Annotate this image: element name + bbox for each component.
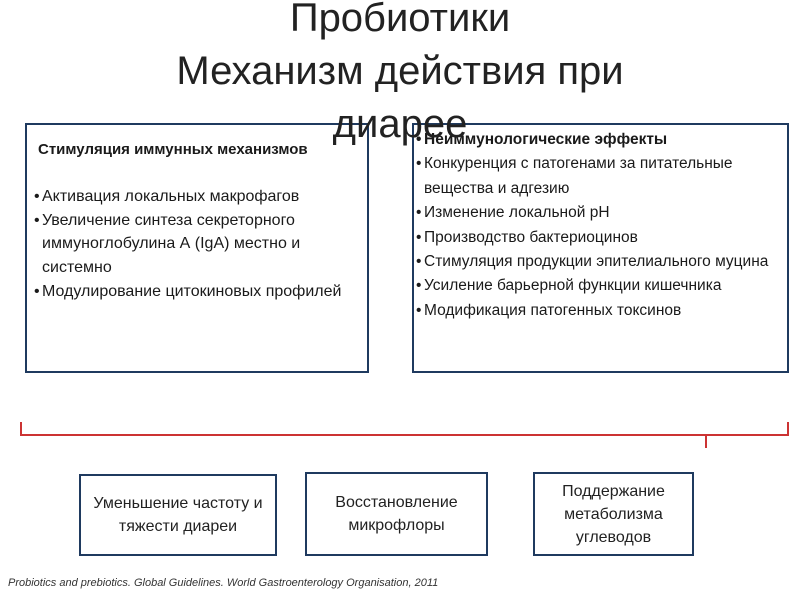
list-item: • Изменение локальной pH — [416, 201, 781, 225]
bracket-left-tick — [20, 422, 22, 436]
non-immunological-effects-list — [416, 128, 781, 323]
outcome-reduce-diarrhea: Уменьшение частоту и тяжести диареи — [79, 474, 277, 556]
list-item: • Конкуренция с патогенами за питательные вещества и адгезию — [416, 152, 781, 201]
title-line-3: диарее — [332, 102, 468, 146]
immune-mechanisms-heading: Стимуляция иммунных механизмов — [38, 141, 308, 158]
immune-mechanisms-box — [25, 123, 369, 373]
slide-title — [0, 0, 800, 151]
list-item: • Модулирование цитокиновых профилей — [34, 280, 359, 304]
non-immunological-heading: • Неиммунологические эффекты — [416, 128, 781, 152]
title-line-2: Механизм действия при — [176, 49, 624, 93]
list-item: • Производство бактериоцинов — [416, 226, 781, 250]
list-item: • Увеличение синтеза секреторного иммуноглобулина А (IgA) местно и системно — [34, 209, 359, 280]
title-line-1: Пробиотики — [289, 0, 511, 40]
immune-mechanisms-list — [34, 185, 359, 304]
list-item: • Усиление барьерной функции кишечника — [416, 274, 781, 298]
bracket-right-tick — [787, 422, 789, 436]
outcome-carbohydrate-metabolism: Поддержание метаболизма углеводов — [533, 472, 694, 556]
outcome-restore-microflora: Восстановление микрофлоры — [305, 472, 488, 556]
list-item: • Стимуляция продукции эпителиального муцина — [416, 250, 781, 274]
bracket-center-tick — [705, 434, 707, 448]
non-immunological-effects-box — [412, 123, 789, 373]
list-item: • Модификация патогенных токсинов — [416, 299, 781, 323]
citation: Probiotics and prebiotics. Global Guidelines. World Gastroenterology Organisation, 2011 — [8, 577, 439, 589]
bracket-horizontal-line — [20, 434, 789, 436]
list-item: • Активация локальных макрофагов — [34, 185, 359, 209]
